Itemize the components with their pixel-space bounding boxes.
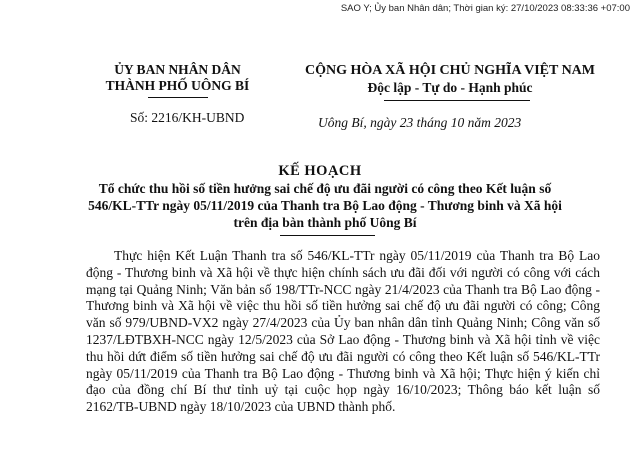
- nation-line1: CỘNG HÒA XÃ HỘI CHỦ NGHĨA VIỆT NAM: [304, 63, 595, 78]
- document-subtitle: Tổ chức thu hồi số tiền hưởng sai chế độ ưu đãi người có công theo Kết luận số 546/KL-TTr ngày 05/11/2019 của Thanh tra Bộ Lao động - Thương binh và Xã hội trên địa bàn thành phố Uông Bí: [88, 181, 562, 230]
- body-paragraph: Thực hiện Kết Luận Thanh tra số 546/KL-TTr ngày 05/11/2019 của Thanh tra Bộ Lao động - Thương binh và Xã hội về thực hiện chính sách ưu đãi đối với người có công với cách mạng tại Quảng Ninh; Văn bản số 198/TTr-NCC ngày 21/4/2023 của Thanh tra Bộ Lao động - Thương binh và Xã hội về việc thu hồi số tiền hưởng sai chế độ ưu đãi người có công; Công văn số 979/UBND-VX2 ngày 27/4/2023 của Ủy ban nhân dân tỉnh Quảng Ninh; Công văn số 1237/LĐTBXH-NCC ngày 12/5/2023 của Sở Lao động - Thương binh và Xã hội tỉnh về việc thu hồi dứt điểm số tiền hưởng sai chế độ ưu đãi người có công theo Kết luận số 546/KL-TTr ngày 05/11/2019 của Thanh tra Bộ Lao động - Thương binh và Xã hội; Thực hiện ý kiến chỉ đạo của đồng chí Bí thư tỉnh uỷ tại cuộc họp ngày 16/10/2023; Thông báo kết luận số 2162/TB-UBND ngày 18/10/2023 của UBND thành phố.: [86, 248, 600, 415]
- nation-underline: [384, 100, 530, 101]
- document-number: Số: 2216/KH-UBND: [130, 110, 245, 125]
- issuer-block: [90, 62, 265, 94]
- document-title: KẾ HOẠCH: [278, 163, 362, 179]
- subtitle-underline: [280, 235, 375, 236]
- nation-motto: Độc lập - Tự do - Hạnh phúc: [367, 80, 533, 95]
- issuer-line1: ỦY BAN NHÂN DÂN: [114, 62, 241, 77]
- issuer-underline: [148, 97, 208, 98]
- place-date: Uông Bí, ngày 23 tháng 10 năm 2023: [318, 115, 522, 130]
- body-text: [86, 248, 600, 416]
- issuer-line2: THÀNH PHỐ UÔNG BÍ: [105, 78, 250, 93]
- nation-block: [300, 62, 600, 96]
- digital-signature-stamp: SAO Y; Ủy ban Nhân dân; Thời gian ký: 27/10/2023 08:33:36 +07:00: [340, 3, 630, 14]
